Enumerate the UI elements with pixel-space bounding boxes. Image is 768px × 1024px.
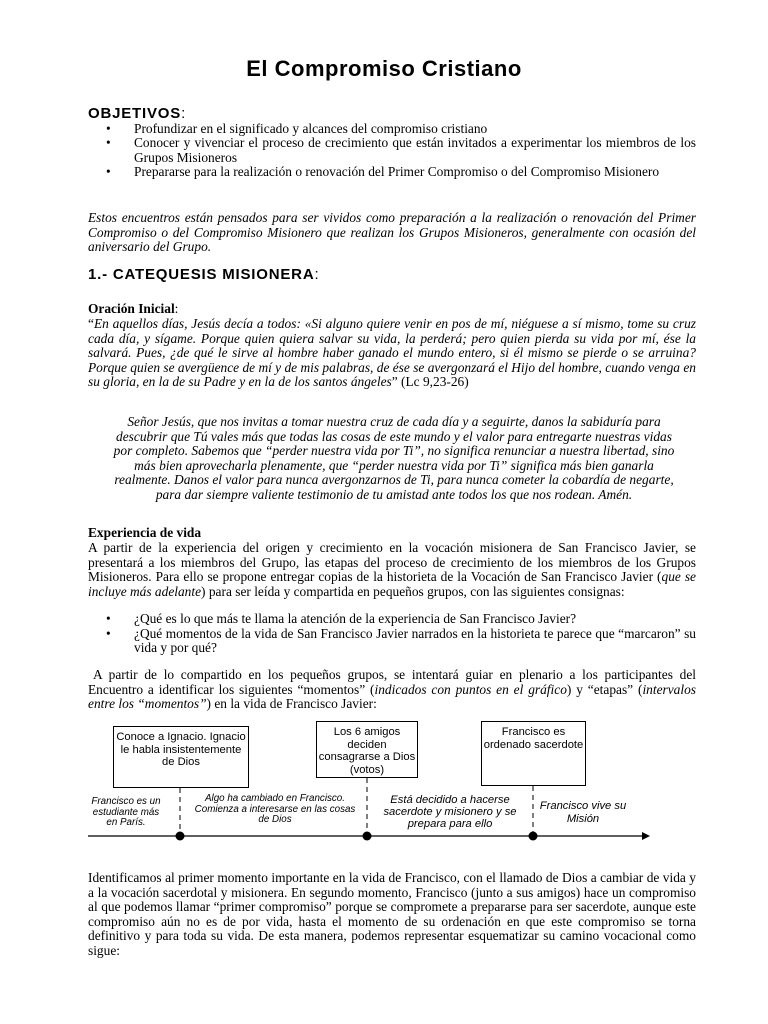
intro-paragraph: Estos encuentros están pensados para ser vividos como preparación a la realización o renovación del Primer Compromiso o del Compromiso Misionero que realizan los Grupos Misioneros, generalmente con ocasión del aniversario del Grupo. (88, 210, 696, 255)
list-item: • Conocer y vivenciar el proceso de crecimiento que están invitados a experimentar los miembros de los Grupos Misioneros (134, 136, 696, 165)
timeline-arrowhead (642, 832, 650, 840)
moment-box-1: Conoce a Ignacio. Ignacio le habla insistentemente de Dios (113, 726, 249, 788)
stage-label-3: Está decidido a hacerse sacerdote y misionero y se prepara para ello (383, 794, 517, 830)
gospel-quote: “En aquellos días, Jesús decía a todos: «Si alguno quiere venir en pos de mí, niéguese a sí mismo, tome su cruz cada día, y sígame. Porque quien quiera salvar su vida, la perderá; pero quien pierda su vida por mí, ése la salvará. Pues, ¿de qué le sirve al hombre haber ganado el mundo entero, si él mismo se pierde o se arruina? Porque quien se avergüence de mí y de mis palabras, de ése se avergonzará el Hijo del hombre, cuando venga en su gloria, en la de su Padre y en la de los santos ángeles” (Lc 9,23-26) (88, 316, 696, 390)
stage-label-1: Francisco es un estudiante más en París. (91, 796, 161, 828)
list-item: • ¿Qué momentos de la vida de San Francisco Javier narrados en la historieta te parece que “marcaron” su vida y por qué? (134, 627, 696, 656)
objetivos-heading: OBJETIVOS: (88, 105, 187, 122)
stage-label-2: Algo ha cambiado en Francisco. Comienza a interesarse en las cosas de Dios (194, 793, 356, 825)
oracion-label: Oración Inicial: (88, 301, 179, 316)
closing-paragraph: Identificamos al primer momento importante en la vida de Francisco, con el llamado de Dios a cambiar de vida y a la vocación sacerdotal y misionera. En segundo momento, Francisco (junto a sus amigos) hace un compromiso al que podemos llamar “primer compromiso” porque se compromete a prepararse para ser sacerdote, aunque este compromiso aún no es de por vida, hasta el momento de su ordenación en que este compromiso se torna definitivo y para toda su vida. De esta manera, podemos representar esquematizar su camino vocacional como sigue: (88, 870, 696, 958)
list-item: • Profundizar en el significado y alcances del compromiso cristiano (134, 122, 696, 137)
page-title: El Compromiso Cristiano (246, 56, 522, 81)
experiencia-label: Experiencia de vida (88, 525, 202, 540)
moment-dot (529, 832, 538, 841)
section-heading: 1.- CATEQUESIS MISIONERA: (88, 266, 320, 283)
moment-dot (176, 832, 185, 841)
moment-box-3: Francisco es ordenado sacerdote (481, 721, 586, 786)
list-item: • ¿Qué es lo que más te llama la atención de la experiencia de San Francisco Javier? (134, 612, 696, 627)
moment-box-2: Los 6 amigos deciden consagrarse a Dios (votos) (316, 721, 418, 778)
moment-dot (363, 832, 372, 841)
plenario-paragraph: A partir de lo compartido en los pequeños grupos, se intentará guiar en plenario a los participantes del Encuentro a identificar los siguientes “momentos” (indicados con puntos en el gráfico) y “etapas” (intervalos entre los “momentos”) en la vida de Francisco Javier: (88, 667, 696, 712)
list-item: • Prepararse para la realización o renovación del Primer Compromiso o del Compromiso Misionero (134, 165, 696, 180)
experiencia-paragraph: A partir de la experiencia del origen y crecimiento en la vocación misionera de San Francisco Javier, se presentará a los miembros del Grupo, las etapas del proceso de crecimiento de los miembros de los Grupos Misioneros. Para ello se propone entregar copias de la historieta de la Vocación de San Francisco Javier (que se incluye más adelante) para ser leída y compartida en pequeños grupos, con las siguientes consignas: (88, 540, 697, 599)
stage-label-4: Francisco vive su Misión (539, 800, 627, 825)
prayer-text: Señor Jesús, que nos invitas a tomar nuestra cruz de cada día y a seguirte, danos la sabiduría para descubrir que Tú vales más que todas las cosas de este mundo y el valor para entregarte nuestras vidas por completo. Sabemos que “perder nuestra vida por Ti”, no significa renunciar a nuestra libertad, sino más bien aprovecharla plenamente, que “perder nuestra vida por Ti” significa más bien ganarla realmente. Danos el valor para nunca avergonzarnos de Ti, para nunca cometer la cobardía de negarte, para dar siempre valiente testimonio de tu amistad ante todos los que nos rodean. Amén. (113, 414, 675, 502)
